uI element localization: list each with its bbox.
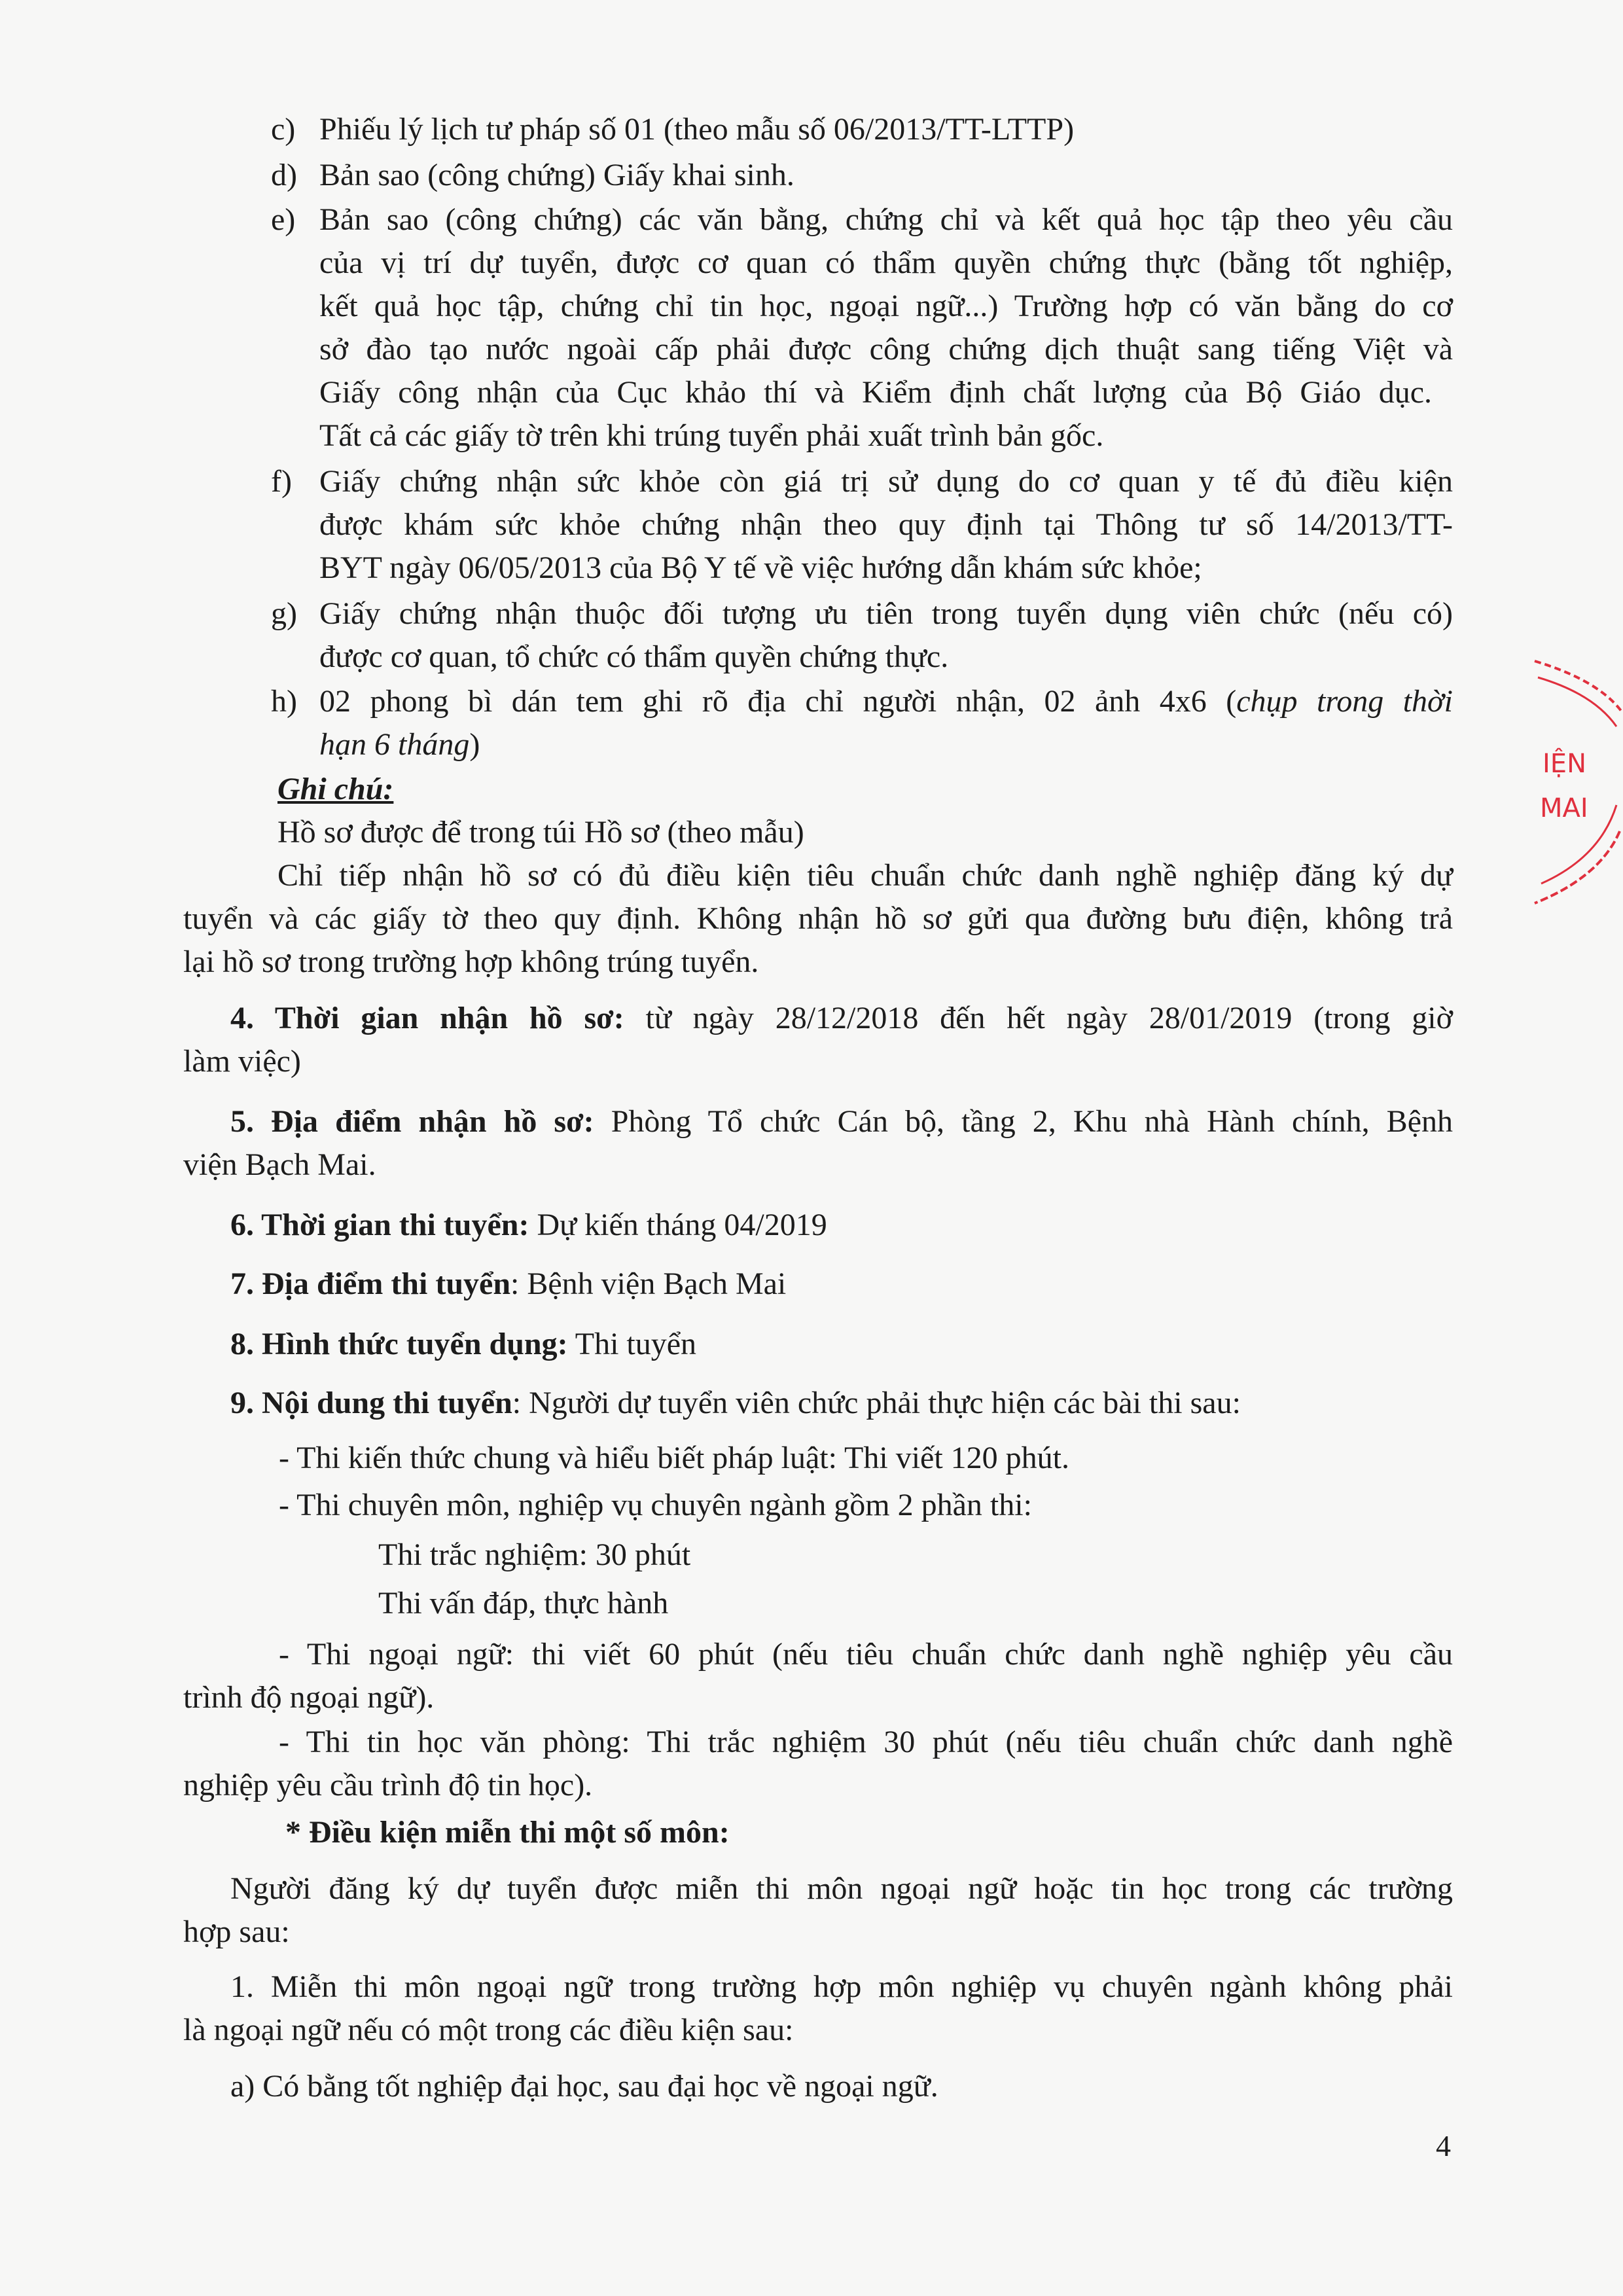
section-7: 7. Địa điểm thi tuyển: Bệnh viện Bạch Mai bbox=[230, 1266, 787, 1301]
stamp-text: IỆN bbox=[1543, 749, 1586, 779]
item-h-label: h) bbox=[271, 684, 297, 719]
note-line: Chỉ tiếp nhận hồ sơ có đủ điều kiện tiêu chuẩn chức danh nghề nghiệp đăng ký dự bbox=[277, 858, 1453, 893]
exempt-point: 1. Miễn thi môn ngoại ngữ trong trường hợp môn nghiệp vụ chuyên ngành không phải bbox=[230, 1969, 1453, 2004]
exam-subitem: Thi vấn đáp, thực hành bbox=[378, 1586, 669, 1621]
red-stamp bbox=[1522, 641, 1623, 942]
exempt-intro: Người đăng ký dự tuyển được miễn thi môn ngoại ngữ hoặc tin học trong các trường bbox=[230, 1871, 1453, 1906]
section-9: 9. Nội dung thi tuyển: Người dự tuyển viên chức phải thực hiện các bài thi sau: bbox=[230, 1386, 1241, 1420]
note-line: lại hồ sơ trong trường hợp không trúng tuyển. bbox=[183, 944, 759, 979]
item-f-label: f) bbox=[271, 464, 292, 499]
stamp-text: MAI bbox=[1540, 793, 1588, 823]
item-e-line: của vị trí dự tuyển, được cơ quan có thẩm quyền chứng thực (bằng tốt nghiệp, bbox=[319, 245, 1453, 280]
section-5-cont: viện Bạch Mai. bbox=[183, 1147, 376, 1182]
item-f-line: Giấy chứng nhận sức khỏe còn giá trị sử dụng do cơ quan y tế đủ điều kiện bbox=[319, 464, 1453, 499]
exam-item: - Thi kiến thức chung và hiểu biết pháp luật: Thi viết 120 phút. bbox=[279, 1441, 1070, 1475]
item-d-label: d) bbox=[271, 158, 297, 192]
exam-item-cont: trình độ ngoại ngữ). bbox=[183, 1680, 435, 1715]
item-e-line: Tất cả các giấy tờ trên khi trúng tuyển phải xuất trình bản gốc. bbox=[319, 418, 1104, 453]
note-line: tuyển và các giấy tờ theo quy định. Không nhận hồ sơ gửi qua đường bưu điện, không trả bbox=[183, 901, 1453, 936]
item-c-label: c) bbox=[271, 112, 296, 147]
item-h-line: 02 phong bì dán tem ghi rõ địa chỉ người nhận, 02 ảnh 4x6 (chụp trong thời bbox=[319, 684, 1453, 719]
item-c-text: Phiếu lý lịch tư pháp số 01 (theo mẫu số 06/2013/TT-LTTP) bbox=[319, 112, 1075, 147]
page-number: 4 bbox=[1436, 2129, 1451, 2162]
exempt-subpoint: a) Có bằng tốt nghiệp đại học, sau đại học về ngoại ngữ. bbox=[230, 2069, 938, 2104]
exempt-heading: * Điều kiện miễn thi một số môn: bbox=[285, 1815, 730, 1850]
section-4-cont: làm việc) bbox=[183, 1044, 301, 1079]
section-4: 4. Thời gian nhận hồ sơ: từ ngày 28/12/2018 đến hết ngày 28/01/2019 (trong giờ bbox=[230, 1001, 1454, 1035]
exam-item: - Thi ngoại ngữ: thi viết 60 phút (nếu tiêu chuẩn chức danh nghề nghiệp yêu cầu bbox=[279, 1637, 1453, 1672]
item-e-line: Bản sao (công chứng) các văn bằng, chứng chỉ và kết quả học tập theo yêu cầu bbox=[319, 202, 1453, 237]
item-e-line: Giấy công nhận của Cục khảo thí và Kiểm định chất lượng của Bộ Giáo dục. bbox=[319, 375, 1432, 410]
section-8: 8. Hình thức tuyển dụng: Thi tuyển bbox=[230, 1327, 697, 1361]
exempt-intro-cont: hợp sau: bbox=[183, 1914, 290, 1949]
item-e-line: sở đào tạo nước ngoài cấp phải được công chứng dịch thuật sang tiếng Việt và bbox=[319, 332, 1453, 367]
item-g-line: Giấy chứng nhận thuộc đối tượng ưu tiên trong tuyển dụng viên chức (nếu có) bbox=[319, 596, 1453, 631]
note-heading: Ghi chú: bbox=[277, 772, 394, 806]
item-h-line: hạn 6 tháng) bbox=[319, 727, 480, 762]
exam-item: - Thi tin học văn phòng: Thi trắc nghiệm 30 phút (nếu tiêu chuẩn chức danh nghề bbox=[279, 1725, 1453, 1759]
section-5: 5. Địa điểm nhận hồ sơ: Phòng Tổ chức Cán bộ, tầng 2, Khu nhà Hành chính, Bệnh bbox=[230, 1104, 1454, 1139]
exempt-point-cont: là ngoại ngữ nếu có một trong các điều kiện sau: bbox=[183, 2013, 794, 2047]
item-d-text: Bản sao (công chứng) Giấy khai sinh. bbox=[319, 158, 794, 192]
item-f-line: BYT ngày 06/05/2013 của Bộ Y tế về việc hướng dẫn khám sức khỏe; bbox=[319, 550, 1202, 585]
exam-item: - Thi chuyên môn, nghiệp vụ chuyên ngành gồm 2 phần thi: bbox=[279, 1488, 1032, 1522]
section-6: 6. Thời gian thi tuyển: Dự kiến tháng 04/2019 bbox=[230, 1208, 827, 1242]
item-g-line: được cơ quan, tổ chức có thẩm quyền chứng thực. bbox=[319, 639, 949, 674]
item-e-line: kết quả học tập, chứng chỉ tin học, ngoại ngữ...) Trường hợp có văn bằng do cơ bbox=[319, 289, 1453, 323]
item-e-label: e) bbox=[271, 202, 296, 237]
exam-item-cont: nghiệp yêu cầu trình độ tin học). bbox=[183, 1768, 593, 1803]
exam-subitem: Thi trắc nghiệm: 30 phút bbox=[378, 1537, 691, 1572]
note-line: Hồ sơ được để trong túi Hồ sơ (theo mẫu) bbox=[277, 815, 804, 850]
item-g-label: g) bbox=[271, 596, 297, 631]
item-f-line: được khám sức khỏe chứng nhận theo quy định tại Thông tư số 14/2013/TT- bbox=[319, 507, 1453, 542]
